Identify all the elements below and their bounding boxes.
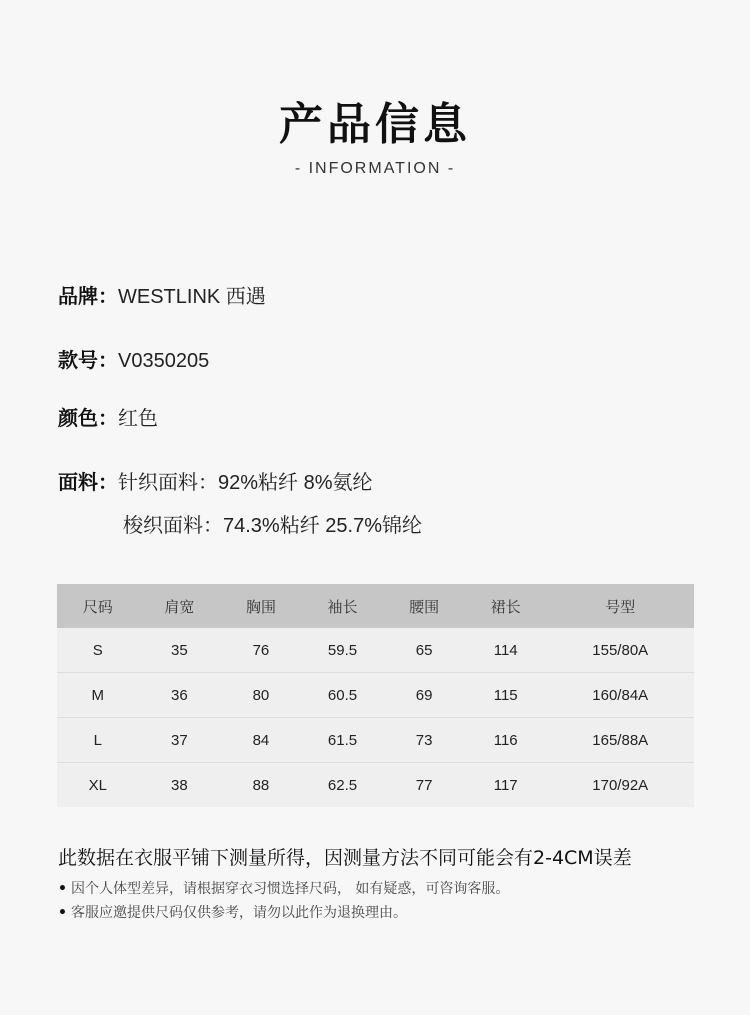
table-cell: 35 — [139, 628, 221, 673]
table-cell: M — [57, 673, 139, 718]
table-cell: 80 — [220, 673, 302, 718]
table-cell: 37 — [139, 718, 221, 763]
col-header-skirt-length: 裙长 — [465, 584, 547, 628]
table-row — [57, 718, 694, 763]
brand-label: 品牌： — [58, 284, 118, 308]
table-cell: 114 — [465, 628, 547, 673]
table-cell: XL — [57, 763, 139, 808]
color-label: 颜色： — [58, 406, 118, 430]
col-header-shoulder: 肩宽 — [139, 584, 221, 628]
table-cell: 38 — [139, 763, 221, 808]
table-row — [57, 763, 694, 808]
table-cell: 62.5 — [302, 763, 384, 808]
table-cell: 155/80A — [546, 628, 694, 673]
bullet-icon: • — [58, 881, 67, 897]
style-number-row — [58, 344, 209, 373]
color-value: 红色 — [118, 408, 158, 430]
note-line-1 — [58, 878, 509, 898]
size-table — [57, 584, 694, 807]
table-cell: 60.5 — [302, 673, 384, 718]
table-cell: 69 — [383, 673, 465, 718]
fabric-value-woven: 梭织面料：74.3%粘纤 25.7%锦纶 — [123, 515, 422, 537]
table-cell: S — [57, 628, 139, 673]
fabric-row-woven — [123, 509, 422, 538]
table-cell: 59.5 — [302, 628, 384, 673]
page-title: 产品信息 — [279, 99, 471, 150]
col-header-waist: 腰围 — [383, 584, 465, 628]
fabric-label: 面料： — [58, 470, 118, 494]
note-line-2 — [58, 902, 407, 922]
table-cell: 170/92A — [546, 763, 694, 808]
col-header-sleeve: 袖长 — [302, 584, 384, 628]
style-number-label: 款号： — [58, 348, 118, 372]
table-cell: 36 — [139, 673, 221, 718]
bullet-icon: • — [58, 905, 67, 921]
fabric-value-knit: 针织面料：92%粘纤 8%氨纶 — [118, 472, 373, 494]
table-cell: 73 — [383, 718, 465, 763]
note-text-1: 因个人体型差异，请根据穿衣习惯选择尺码， 如有疑惑，可咨询客服。 — [70, 881, 510, 897]
table-cell: L — [57, 718, 139, 763]
page-subtitle: - INFORMATION - — [294, 160, 456, 177]
table-cell: 77 — [383, 763, 465, 808]
table-cell: 116 — [465, 718, 547, 763]
table-cell: 115 — [465, 673, 547, 718]
table-row — [57, 673, 694, 718]
table-cell: 165/88A — [546, 718, 694, 763]
fabric-row — [58, 466, 373, 495]
table-cell: 65 — [383, 628, 465, 673]
style-number-value: V0350205 — [118, 350, 210, 372]
table-cell: 76 — [220, 628, 302, 673]
brand-row — [58, 280, 266, 309]
brand-value: WESTLINK 西遇 — [118, 286, 266, 308]
color-row — [58, 402, 158, 431]
table-cell: 88 — [220, 763, 302, 808]
table-cell: 84 — [220, 718, 302, 763]
measurement-note: 此数据在衣服平铺下测量所得，因测量方法不同可能会有2-4CM误差 — [58, 847, 632, 869]
col-header-size: 尺码 — [57, 584, 139, 628]
table-cell: 61.5 — [302, 718, 384, 763]
table-row — [57, 628, 694, 673]
col-header-fit: 号型 — [546, 584, 694, 628]
note-text-2: 客服应邀提供尺码仅供参考，请勿以此作为退换理由。 — [70, 905, 407, 921]
size-table-header — [57, 584, 694, 628]
table-cell: 117 — [465, 763, 547, 808]
col-header-bust: 胸围 — [220, 584, 302, 628]
table-cell: 160/84A — [546, 673, 694, 718]
